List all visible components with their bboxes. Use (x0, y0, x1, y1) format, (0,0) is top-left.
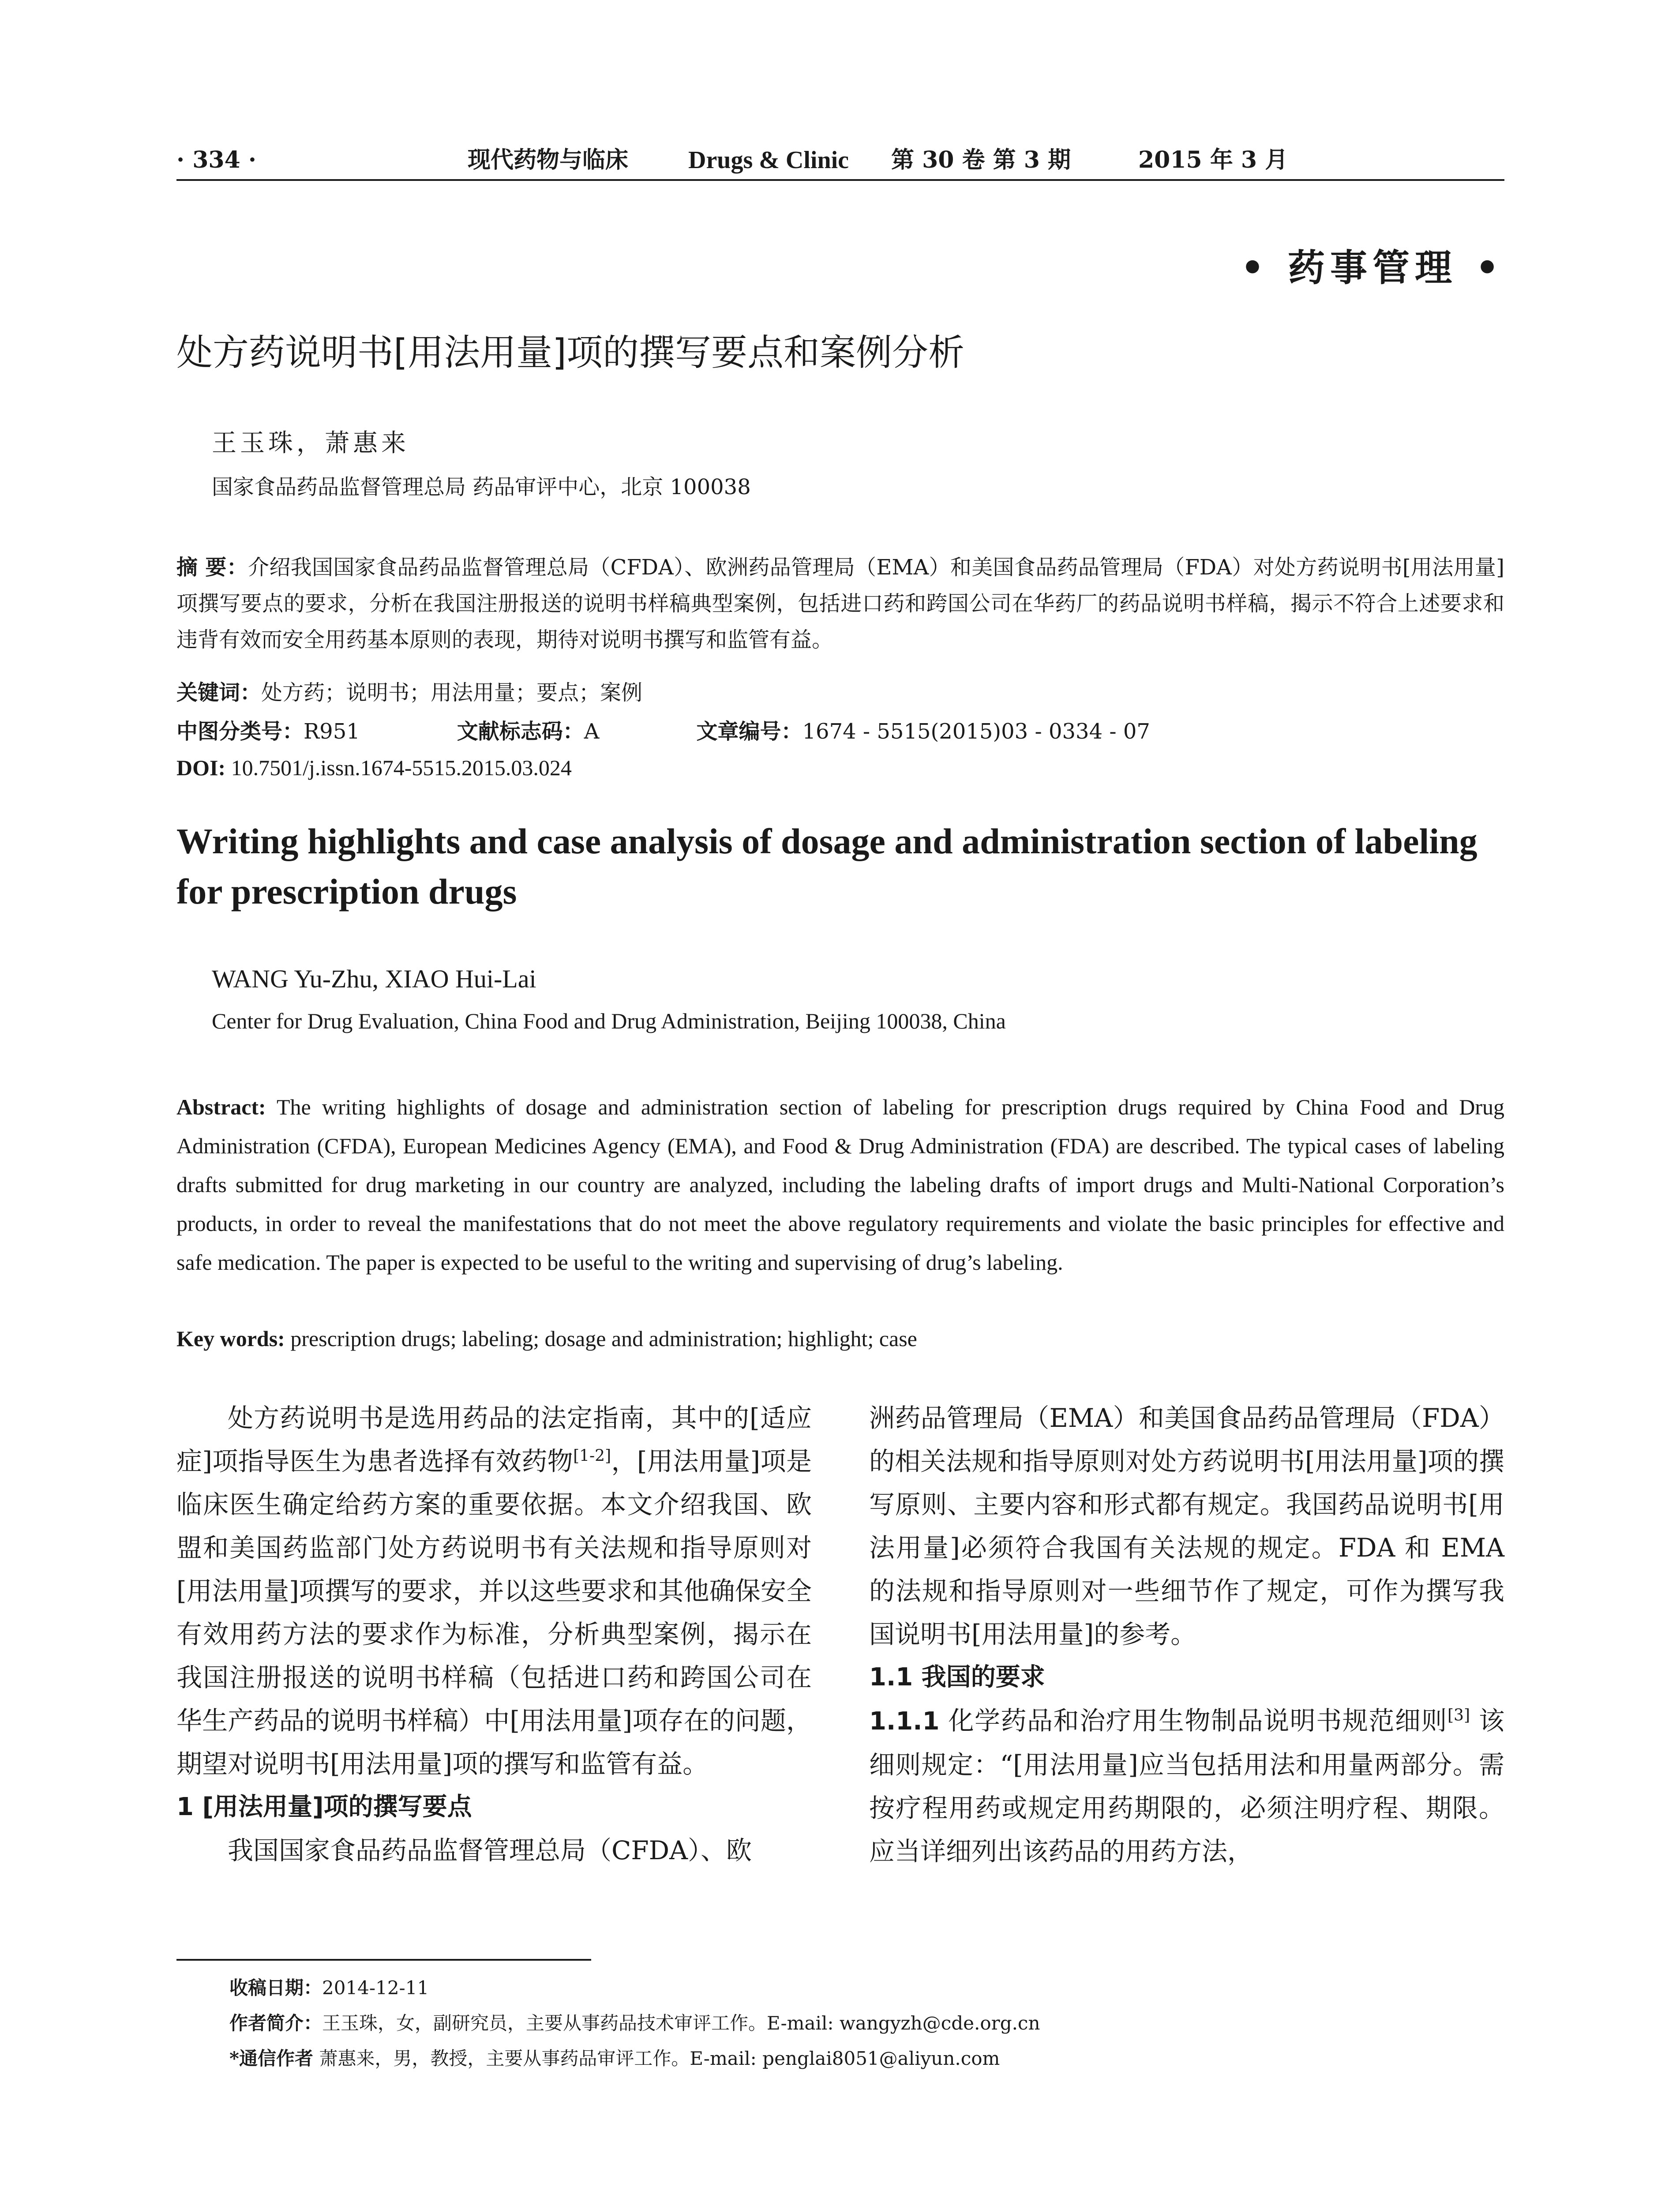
keywords-en-label: Key words: (176, 1326, 285, 1351)
received-label: 收稿日期： (229, 1977, 322, 1999)
section-title-1-1-1: 化学药品和治疗用生物制品说明书规范细则 (939, 1706, 1448, 1736)
keywords-en-text: prescription drugs; labeling; dosage and administration; highlight; case (285, 1326, 917, 1351)
citation: [1-2] (573, 1447, 611, 1465)
abstract-en (176, 1088, 1504, 1282)
doi-label: DOI: (176, 755, 226, 780)
body-text: 处方药说明书是选用药品的法定指南，其中的[适应症]项指导医生为患者选择有效药物 (176, 1403, 812, 1476)
footnote-received (229, 1972, 429, 2004)
citation: [3] (1448, 1706, 1470, 1725)
abstract-cn (176, 549, 1504, 658)
abstract-cn-label: 摘 要： (176, 555, 248, 580)
footnote-rule (176, 1959, 591, 1961)
article-no-value: 1674 - 5515(2015)03 - 0334 - 07 (802, 719, 1150, 744)
header-rule (176, 179, 1504, 181)
doi-value: 10.7501/j.issn.1674-5515.2015.03.024 (225, 755, 572, 780)
section-heading-1: 1 [用法用量]项的撰写要点 (176, 1793, 472, 1821)
affiliation-cn: 国家食品药品监督管理总局 药品审评中心，北京 100038 (212, 475, 751, 499)
keywords-cn (176, 675, 642, 710)
article-no-label: 文章编号： (696, 719, 802, 744)
body-text: 该细则规定：“[用法用量]应当包括用法和用量两部分。需按疗程用药或规定用药期限的，必须注明疗程、期限。应当详细列出该药品的用药方法， (869, 1706, 1504, 1866)
column-label: • 药事管理 • (1241, 246, 1504, 289)
issue-info: 第 30 卷 第 3 期 (891, 146, 1071, 173)
clc-value: R951 (304, 719, 360, 744)
doc-code-label: 文献标志码： (457, 719, 584, 744)
body-column-left (176, 1396, 812, 1872)
abstract-en-text: The writing highlights of dosage and administration section of labeling for prescription drugs required by China Food and Drug Administration (CFDA), European Medicines Agency (EMA), and Food & Drug Administration (FDA) are described. The typical cases of labeling drafts submitted for drug marketing in our country are analyzed, including the labeling drafts of import drugs and Multi-National Corporation’s products, in order to reveal the manifestations that do not meet the above regulatory requirements and violate the basic principles for effective and safe medication. The paper is expected to be useful to the writing and supervising of drug’s labeling. (176, 1095, 1504, 1275)
received-date: 2014-12-11 (322, 1977, 429, 1999)
keywords-en (176, 1319, 1504, 1358)
clc-label: 中图分类号： (176, 719, 304, 744)
journal-name-cn: 现代药物与临床 (468, 146, 629, 173)
authors-cn: 王玉珠，萧惠来 (212, 429, 409, 458)
keywords-cn-text: 处方药；说明书；用法用量；要点；案例 (261, 680, 643, 705)
abstract-cn-text: 介绍我国国家食品药品监督管理总局（CFDA）、欧洲药品管理局（EMA）和美国食品药品管理局（FDA）对处方药说明书[用法用量]项撰写要点的要求，分析在我国注册报送的说明书样稿典型案例，包括进口药和跨国公司在华药厂的药品说明书样稿，揭示不符合上述要求和违背有效而安全用药基本原则的表现，期待对说明书撰写和监管有益。 (176, 555, 1504, 652)
title-cn: 处方药说明书[用法用量]项的撰写要点和案例分析 (176, 332, 964, 374)
footnote-author (229, 2007, 1040, 2039)
title-en: Writing highlights and case analysis of dosage and administration section of labeling for prescription drugs (176, 821, 1478, 912)
journal-name-en: Drugs & Clinic (688, 146, 849, 174)
corresponding-bio: 萧惠来，男，教授，主要从事药品审评工作。E-mail: penglai8051@aliyun.com (313, 2048, 1000, 2069)
issue-date: 2015 年 3 月 (1138, 146, 1288, 173)
keywords-cn-label: 关键词： (176, 680, 262, 705)
body-paragraph (176, 1396, 812, 1786)
section-number-1-1-1: 1.1.1 (869, 1707, 940, 1736)
body-column-right (869, 1396, 1504, 1873)
classification-line (176, 714, 1150, 749)
body-paragraph: 我国国家食品药品监督管理总局（CFDA）、欧 (228, 1835, 752, 1865)
body-text: ，[用法用量]项是临床医生确定给药方案的重要依据。本文介绍我国、欧盟和美国药监部门处方药说明书有关法规和指导原则对[用法用量]项撰写的要求，并以这些要求和其他确保安全有效用药方法的要求作为标准，分析典型案例，揭示在我国注册报送的说明书样稿（包括进口药和跨国公司在华生产药品的说明书样稿）中[用法用量]项存在的问题，期望对说明书[用法用量]项的撰写和监管有益。 (176, 1446, 812, 1779)
author-bio-label: 作者简介： (229, 2012, 322, 2034)
doi-line (176, 750, 572, 785)
body-paragraph (869, 1699, 1504, 1873)
section-heading-1-1: 1.1 我国的要求 (869, 1663, 1045, 1692)
corresponding-label: *通信作者 (229, 2048, 313, 2069)
body-paragraph: 洲药品管理局（EMA）和美国食品药品管理局（FDA）的相关法规和指导原则对处方药说明书[用法用量]项的撰写原则、主要内容和形式都有规定。我国药品说明书[用法用量]必须符合我国有关法规的规定。FDA 和 EMA 的法规和指导原则对一些细节作了规定，可作为撰写我国说明书[用法用量]的参考。 (869, 1403, 1504, 1649)
page-number: · 334 · (176, 146, 256, 173)
doc-code-value: A (584, 719, 600, 744)
author-bio: 王玉珠，女，副研究员，主要从事药品技术审评工作。E-mail: wangyzh@cde.org.cn (322, 2012, 1040, 2034)
abstract-en-label: Abstract: (176, 1095, 266, 1119)
authors-en: WANG Yu-Zhu, XIAO Hui-Lai (212, 964, 536, 993)
footnote-corresponding (229, 2043, 1000, 2075)
affiliation-en: Center for Drug Evaluation, China Food and Drug Administration, Beijing 100038, China (212, 1009, 1006, 1033)
